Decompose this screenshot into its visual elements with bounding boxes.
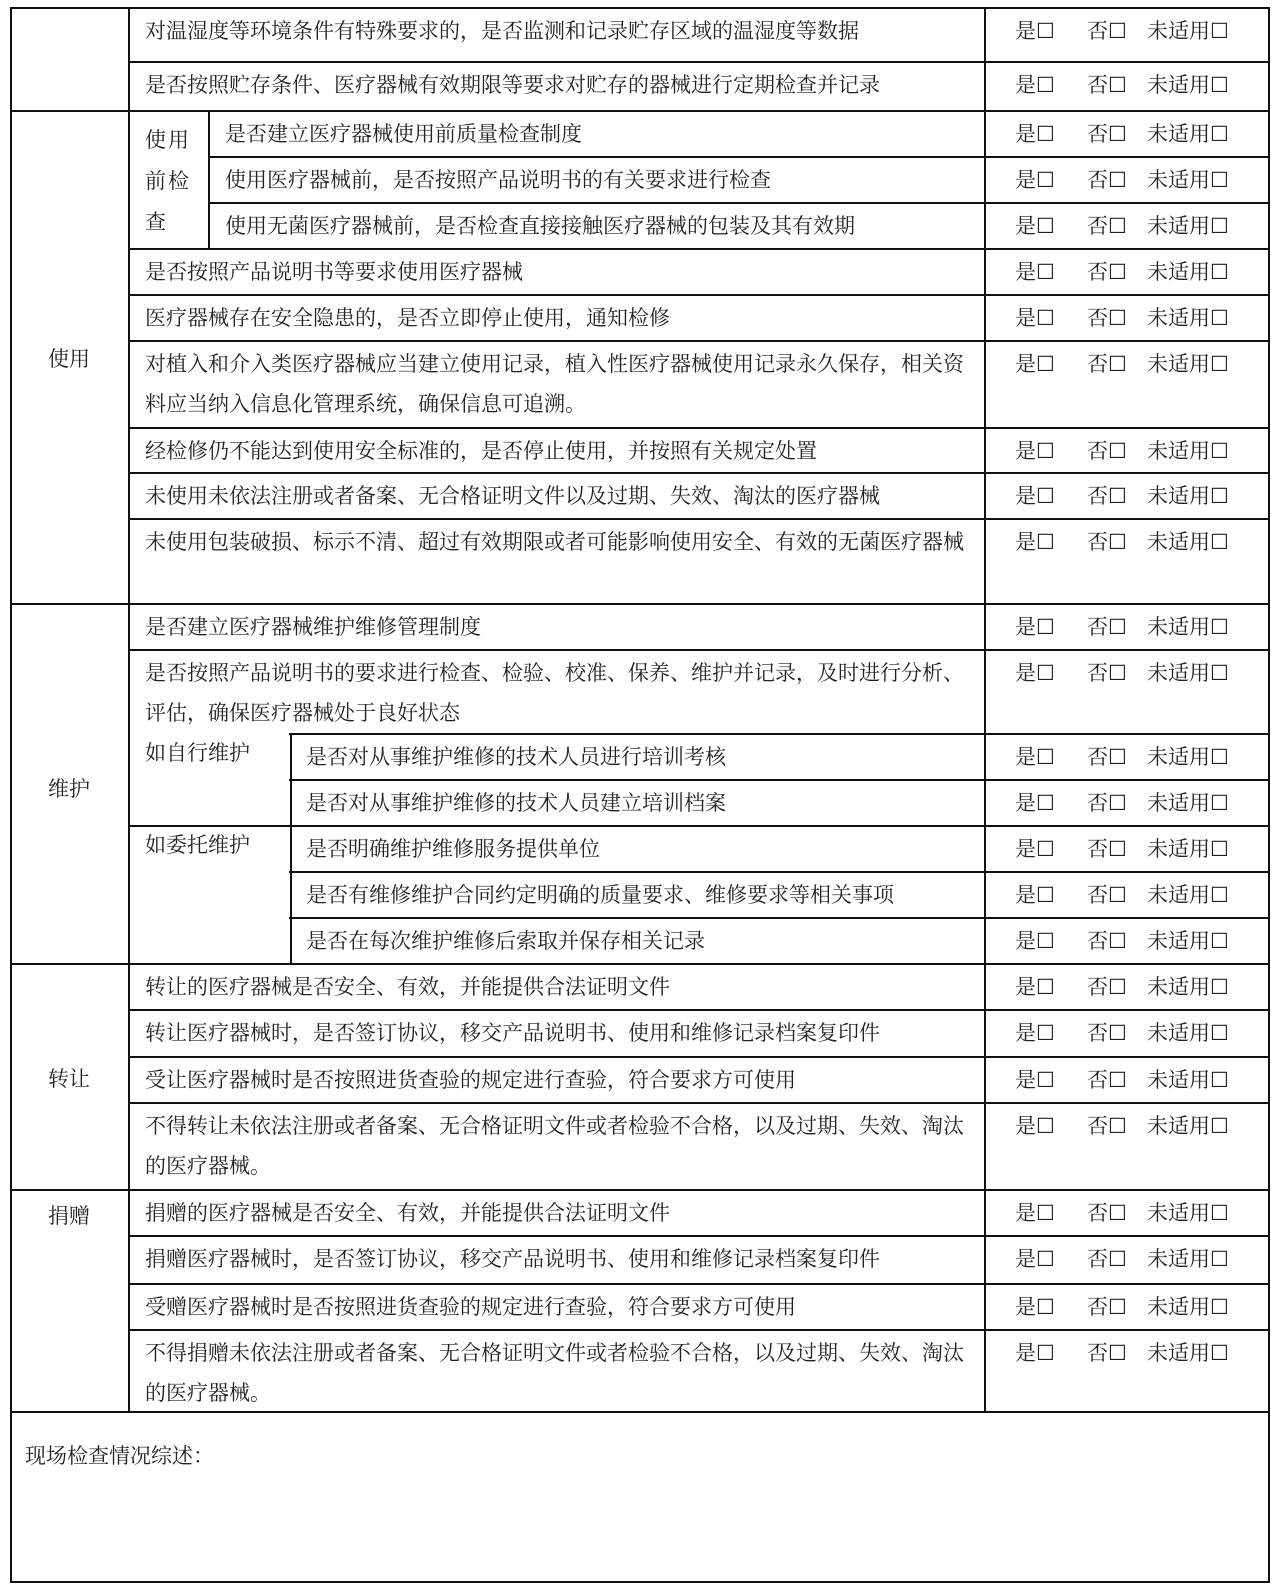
row-divider	[128, 518, 1270, 520]
row-divider	[128, 472, 1270, 474]
option-yes-checkbox[interactable]: 是☐	[1015, 1341, 1055, 1365]
option-yes-checkbox[interactable]: 是☐	[1015, 745, 1055, 769]
category-use: 使用	[48, 347, 90, 371]
option-yes-checkbox[interactable]: 是☐	[1015, 661, 1055, 685]
row-divider	[128, 649, 1270, 651]
option-yes-checkbox[interactable]: 是☐	[1015, 306, 1055, 330]
option-yes-checkbox[interactable]: 是☐	[1015, 837, 1055, 861]
option-no-checkbox[interactable]: 否☐	[1087, 122, 1127, 146]
option-yes-checkbox[interactable]: 是☐	[1015, 1247, 1055, 1271]
question-t3: 受让医疗器械时是否按照进货查验的规定进行查验，符合要求方可使用	[145, 1068, 796, 1092]
option-yes-checkbox[interactable]: 是☐	[1015, 1068, 1055, 1092]
maintain-subcolumn-divider	[290, 733, 292, 963]
category-donate: 捐赠	[48, 1204, 90, 1228]
option-yes-checkbox[interactable]: 是☐	[1015, 929, 1055, 953]
row-divider	[208, 156, 1270, 158]
option-not-applicable-checkbox[interactable]: 未适用☐	[1147, 352, 1229, 376]
row-divider	[10, 110, 1270, 112]
option-not-applicable-checkbox[interactable]: 未适用☐	[1147, 745, 1229, 769]
option-no-checkbox[interactable]: 否☐	[1087, 1201, 1127, 1225]
question-u8: 未使用未依法注册或者备案、无合格证明文件以及过期、失效、淘汰的医疗器械	[145, 484, 880, 508]
question-u5: 医疗器械存在安全隐患的，是否立即停止使用，通知检修	[145, 306, 670, 330]
question-u9: 未使用包装破损、标示不清、超过有效期限或者可能影响使用安全、有效的无菌医疗器械	[145, 530, 964, 554]
row-divider	[128, 1283, 1270, 1285]
option-no-checkbox[interactable]: 否☐	[1087, 214, 1127, 238]
option-yes-checkbox[interactable]: 是☐	[1015, 1114, 1055, 1138]
option-not-applicable-checkbox[interactable]: 未适用☐	[1147, 1201, 1229, 1225]
option-not-applicable-checkbox[interactable]: 未适用☐	[1147, 1341, 1229, 1365]
row-divider	[128, 1102, 1270, 1104]
option-no-checkbox[interactable]: 否☐	[1087, 661, 1127, 685]
question-m6: 是否有维修维护合同约定明确的质量要求、维修要求等相关事项	[306, 883, 894, 907]
option-no-checkbox[interactable]: 否☐	[1087, 615, 1127, 639]
option-yes-checkbox[interactable]: 是☐	[1015, 122, 1055, 146]
question-d4: 不得捐赠未依法注册或者备案、无合格证明文件或者检验不合格，以及过期、失效、淘汰的医疗器械。	[145, 1341, 964, 1405]
option-not-applicable-checkbox[interactable]: 未适用☐	[1147, 168, 1229, 192]
subcategory-self-maintain: 如自行维护	[145, 741, 250, 765]
question-t1: 转让的医疗器械是否安全、有效，并能提供合法证明文件	[145, 975, 670, 999]
option-no-checkbox[interactable]: 否☐	[1087, 1114, 1127, 1138]
row-divider	[128, 340, 1270, 342]
option-not-applicable-checkbox[interactable]: 未适用☐	[1147, 484, 1229, 508]
option-not-applicable-checkbox[interactable]: 未适用☐	[1147, 1114, 1229, 1138]
option-not-applicable-checkbox[interactable]: 未适用☐	[1147, 122, 1229, 146]
option-not-applicable-checkbox[interactable]: 未适用☐	[1147, 1068, 1229, 1092]
row-divider	[289, 871, 1270, 873]
option-not-applicable-checkbox[interactable]: 未适用☐	[1147, 1021, 1229, 1045]
option-no-checkbox[interactable]: 否☐	[1087, 1341, 1127, 1365]
option-yes-checkbox[interactable]: 是☐	[1015, 19, 1055, 43]
option-not-applicable-checkbox[interactable]: 未适用☐	[1147, 1247, 1229, 1271]
option-no-checkbox[interactable]: 否☐	[1087, 883, 1127, 907]
option-no-checkbox[interactable]: 否☐	[1087, 530, 1127, 554]
option-no-checkbox[interactable]: 否☐	[1087, 73, 1127, 97]
row-divider	[10, 963, 1270, 965]
question-s1: 对温湿度等环境条件有特殊要求的，是否监测和记录贮存区域的温湿度等数据	[145, 19, 859, 43]
row-divider	[289, 779, 1270, 781]
option-no-checkbox[interactable]: 否☐	[1087, 168, 1127, 192]
option-not-applicable-checkbox[interactable]: 未适用☐	[1147, 260, 1229, 284]
category-transfer: 转让	[48, 1067, 90, 1091]
option-yes-checkbox[interactable]: 是☐	[1015, 260, 1055, 284]
option-yes-checkbox[interactable]: 是☐	[1015, 484, 1055, 508]
option-yes-checkbox[interactable]: 是☐	[1015, 439, 1055, 463]
option-yes-checkbox[interactable]: 是☐	[1015, 1295, 1055, 1319]
question-s2: 是否按照贮存条件、医疗器械有效期限等要求对贮存的器械进行定期检查并记录	[145, 73, 880, 97]
option-yes-checkbox[interactable]: 是☐	[1015, 214, 1055, 238]
pre-use-subcolumn-divider	[208, 110, 210, 248]
option-yes-checkbox[interactable]: 是☐	[1015, 1021, 1055, 1045]
question-u4: 是否按照产品说明书等要求使用医疗器械	[145, 260, 523, 284]
summary-label: 现场检查情况综述：	[25, 1444, 214, 1468]
option-not-applicable-checkbox[interactable]: 未适用☐	[1147, 214, 1229, 238]
option-yes-checkbox[interactable]: 是☐	[1015, 352, 1055, 376]
subcategory-pre-use-check: 使用前检查	[145, 128, 191, 234]
option-not-applicable-checkbox[interactable]: 未适用☐	[1147, 837, 1229, 861]
option-not-applicable-checkbox[interactable]: 未适用☐	[1147, 883, 1229, 907]
option-not-applicable-checkbox[interactable]: 未适用☐	[1147, 1295, 1229, 1319]
question-u6: 对植入和介入类医疗器械应当建立使用记录，植入性医疗器械使用记录永久保存，相关资料应当纳入信息化管理系统，确保信息可追溯。	[145, 352, 964, 416]
question-d2: 捐赠医疗器械时，是否签订协议，移交产品说明书、使用和维修记录档案复印件	[145, 1247, 880, 1271]
option-not-applicable-checkbox[interactable]: 未适用☐	[1147, 439, 1229, 463]
option-no-checkbox[interactable]: 否☐	[1087, 19, 1127, 43]
row-divider	[128, 248, 1270, 250]
question-m5: 是否明确维护维修服务提供单位	[306, 837, 600, 861]
option-no-checkbox[interactable]: 否☐	[1087, 306, 1127, 330]
row-divider	[10, 1189, 1270, 1191]
row-divider	[10, 603, 1270, 605]
option-not-applicable-checkbox[interactable]: 未适用☐	[1147, 530, 1229, 554]
question-u7: 经检修仍不能达到使用安全标准的，是否停止使用，并按照有关规定处置	[145, 439, 817, 463]
option-not-applicable-checkbox[interactable]: 未适用☐	[1147, 661, 1229, 685]
question-u1: 是否建立医疗器械使用前质量检查制度	[225, 122, 582, 146]
option-no-checkbox[interactable]: 否☐	[1087, 745, 1127, 769]
row-divider	[128, 1056, 1270, 1058]
category-maintain: 维护	[48, 777, 90, 801]
question-u3: 使用无菌医疗器械前，是否检查直接接触医疗器械的包装及其有效期	[225, 214, 855, 238]
question-m4: 是否对从事维护维修的技术人员建立培训档案	[306, 791, 726, 815]
category-column-divider	[128, 7, 130, 1411]
option-no-checkbox[interactable]: 否☐	[1087, 929, 1127, 953]
question-m7: 是否在每次维护维修后索取并保存相关记录	[306, 929, 705, 953]
question-m3: 是否对从事维护维修的技术人员进行培训考核	[306, 745, 726, 769]
option-yes-checkbox[interactable]: 是☐	[1015, 975, 1055, 999]
option-yes-checkbox[interactable]: 是☐	[1015, 791, 1055, 815]
option-no-checkbox[interactable]: 否☐	[1087, 975, 1127, 999]
row-divider	[128, 1235, 1270, 1237]
row-divider	[128, 1009, 1270, 1011]
option-yes-checkbox[interactable]: 是☐	[1015, 1201, 1055, 1225]
subcategory-entrust-maintain: 如委托维护	[145, 833, 250, 857]
option-no-checkbox[interactable]: 否☐	[1087, 837, 1127, 861]
option-not-applicable-checkbox[interactable]: 未适用☐	[1147, 615, 1229, 639]
row-divider	[208, 202, 1270, 204]
question-t2: 转让医疗器械时，是否签订协议，移交产品说明书、使用和维修记录档案复印件	[145, 1021, 880, 1045]
option-yes-checkbox[interactable]: 是☐	[1015, 883, 1055, 907]
option-not-applicable-checkbox[interactable]: 未适用☐	[1147, 791, 1229, 815]
row-divider	[289, 733, 1270, 735]
option-yes-checkbox[interactable]: 是☐	[1015, 73, 1055, 97]
option-yes-checkbox[interactable]: 是☐	[1015, 168, 1055, 192]
option-no-checkbox[interactable]: 否☐	[1087, 791, 1127, 815]
row-divider	[289, 917, 1270, 919]
question-u2: 使用医疗器械前，是否按照产品说明书的有关要求进行检查	[225, 168, 771, 192]
question-m2: 是否按照产品说明书的要求进行检查、检验、校准、保养、维护并记录，及时进行分析、评估，确保医疗器械处于良好状态	[145, 661, 964, 725]
question-d1: 捐赠的医疗器械是否安全、有效，并能提供合法证明文件	[145, 1201, 670, 1225]
option-no-checkbox[interactable]: 否☐	[1087, 1068, 1127, 1092]
option-not-applicable-checkbox[interactable]: 未适用☐	[1147, 929, 1229, 953]
option-not-applicable-checkbox[interactable]: 未适用☐	[1147, 975, 1229, 999]
row-divider	[128, 825, 1270, 827]
option-no-checkbox[interactable]: 否☐	[1087, 352, 1127, 376]
option-no-checkbox[interactable]: 否☐	[1087, 260, 1127, 284]
option-no-checkbox[interactable]: 否☐	[1087, 1295, 1127, 1319]
row-divider	[128, 61, 1270, 63]
row-divider	[128, 294, 1270, 296]
option-yes-checkbox[interactable]: 是☐	[1015, 530, 1055, 554]
option-no-checkbox[interactable]: 否☐	[1087, 439, 1127, 463]
question-d3: 受赠医疗器械时是否按照进货查验的规定进行查验，符合要求方可使用	[145, 1295, 796, 1319]
answer-column-divider	[984, 7, 986, 1411]
question-t4: 不得转让未依法注册或者备案、无合格证明文件或者检验不合格，以及过期、失效、淘汰的医疗器械。	[145, 1114, 964, 1178]
option-not-applicable-checkbox[interactable]: 未适用☐	[1147, 19, 1229, 43]
question-m1: 是否建立医疗器械维护维修管理制度	[145, 615, 481, 639]
row-divider	[128, 1329, 1270, 1331]
option-no-checkbox[interactable]: 否☐	[1087, 484, 1127, 508]
option-no-checkbox[interactable]: 否☐	[1087, 1247, 1127, 1271]
option-not-applicable-checkbox[interactable]: 未适用☐	[1147, 73, 1229, 97]
option-yes-checkbox[interactable]: 是☐	[1015, 615, 1055, 639]
row-divider	[128, 427, 1270, 429]
option-no-checkbox[interactable]: 否☐	[1087, 1021, 1127, 1045]
option-not-applicable-checkbox[interactable]: 未适用☐	[1147, 306, 1229, 330]
